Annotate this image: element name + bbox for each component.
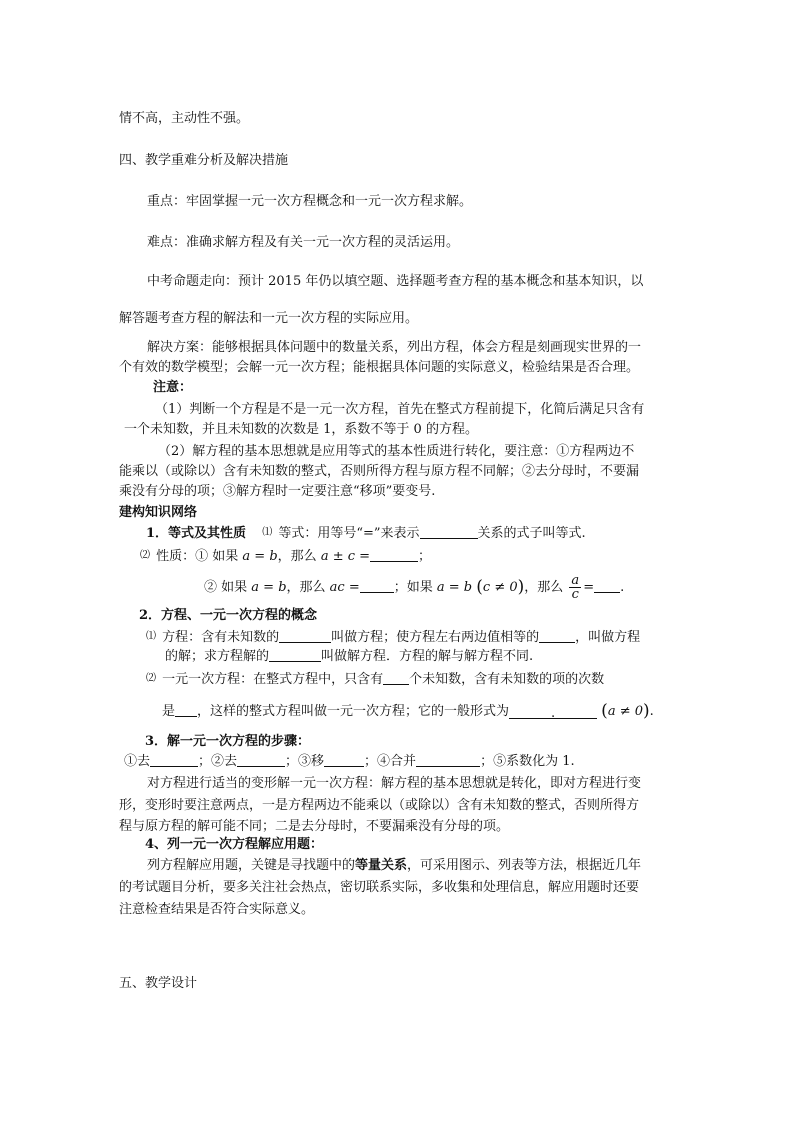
section-2-item-2-line-1	[146, 670, 604, 689]
equation-def-text: 等式：用等号“=”来表示	[278, 526, 420, 541]
property-text: ② 如果	[204, 580, 248, 595]
answer-blank[interactable]	[420, 525, 478, 539]
application-line-2: 的考试题目分析，要多关注社会热点，密切联系实际，多收集和处理信息，解应用题时还要	[119, 880, 640, 895]
property-text: ，那么	[524, 580, 564, 595]
text-line: 情不高，主动性不强。	[119, 111, 250, 126]
section-2-title: 2．方程、一元一次方程的概念	[139, 608, 318, 623]
answer-blank[interactable]	[370, 548, 418, 562]
answer-blank[interactable]	[175, 703, 197, 717]
answer-blank[interactable]	[279, 629, 331, 643]
section-3-steps	[124, 753, 575, 771]
solution-line-1: 解决方案：能够根据具体问题中的数量关系，列出方程，体会方程是刻画现实世界的一	[147, 340, 642, 355]
math-expr: a = b	[242, 549, 278, 564]
step-text: ；②去	[198, 754, 238, 769]
property-text: 性质：① 如果	[156, 549, 239, 564]
definition-text: 的解；求方程解的	[165, 649, 270, 664]
section-heading-4: 四、教学重难分析及解决措施	[119, 153, 289, 168]
math-expr: a = b	[436, 580, 473, 595]
math-expr: a = b	[251, 580, 287, 595]
note-1-line-2: 一个未知数，并且未知数的次数是 1，系数不等于 0 的方程。	[124, 422, 478, 437]
step-text: ①去	[124, 754, 151, 769]
answer-blank[interactable]	[383, 671, 409, 685]
section-1-title: 1．等式及其性质	[146, 526, 247, 541]
step-text: ；⑤系数化为 1.	[480, 754, 575, 769]
step-text: ；④合并	[364, 754, 417, 769]
note-1-line-1: （1）判断一个方程是不是一元一次方程，首先在整式方程前提下，化简后满足只含有	[155, 402, 645, 417]
answer-blank[interactable]	[594, 579, 620, 593]
item-number: ⑵	[140, 550, 150, 561]
item-number: ⑴	[146, 631, 156, 642]
definition-text: 叫做解方程．方程的解与解方程不同.	[321, 649, 534, 664]
item-number: ⑵	[146, 673, 156, 684]
section-2-item-2-line-2: 是 ，这样的整式方程叫做一元一次方程；它的一般形式为 . (a ≠ 0).	[162, 701, 654, 721]
note-2-line-2: 能乘以（或除以）含有未知数的整式，否则所得方程与原方程不同解；②去分母时，不要漏	[119, 464, 640, 479]
section-2-item-1-line-1	[146, 628, 640, 647]
answer-blank[interactable]	[416, 753, 480, 767]
exam-trend-line-1: 中考命题走向：预计 2015 年仍以填空题、选择题考查方程的基本概念和基本知识，以	[147, 274, 644, 289]
definition-text: 个未知数，含有未知数的项的次数	[409, 672, 605, 687]
section-3-title: 3．解一元一次方程的步骤：	[145, 734, 311, 749]
equation-def-text-end: 关系的式子叫等式.	[477, 526, 586, 541]
fraction	[569, 574, 581, 601]
section-heading-5: 五、教学设计	[119, 976, 198, 991]
definition-text: ，叫做方程	[575, 630, 641, 645]
math-condition: c ≠ 0	[482, 580, 518, 595]
answer-blank[interactable]	[509, 705, 597, 719]
answer-blank[interactable]	[150, 753, 198, 767]
knowledge-network-heading: 建构知识网络	[119, 505, 198, 520]
item-number: ⑴	[262, 527, 273, 538]
definition-text: ，这样的整式方程叫做一元一次方程；它的一般形式为	[197, 704, 510, 719]
definition-text: 一元一次方程：在整式方程中，只含有	[162, 672, 384, 687]
note-2-line-1: （2）解方程的基本思想就是应用等式的基本性质进行转化，要注意：①方程两边不	[158, 444, 635, 459]
note-label: 注意：	[153, 380, 193, 395]
property-1-row	[140, 547, 431, 566]
answer-blank[interactable]	[360, 579, 394, 593]
definition-text: 叫做方程；使方程左右两边值相等的	[331, 630, 540, 645]
key-term: 等量关系	[355, 858, 408, 873]
property-text: ；如果	[393, 580, 433, 595]
section-4-title: 4、列一元一次方程解应用题：	[145, 837, 324, 852]
step-text: ；③移	[285, 754, 325, 769]
difficult-point: 难点：准确求解方程及有关一元一次方程的灵活运用。	[147, 235, 460, 250]
application-text: 列方程解应用题，关键是寻找题中的	[147, 858, 356, 873]
property-2-row: ② 如果 a = b，那么 ac = ；如果 a = b (c ≠ 0)，那么 $\frac{a}{c}$ = .	[204, 573, 625, 602]
answer-blank[interactable]	[269, 648, 321, 662]
math-expr: ac =	[329, 580, 360, 595]
paragraph-line-1: 对方程进行适当的变形解一元一次方程：解方程的基本思想就是转化，即对方程进行变	[147, 776, 642, 791]
definition-text: 是	[162, 704, 176, 719]
fraction-numerator: a	[571, 573, 580, 588]
paragraph-line-3: 程与原方程的解可能不同；二是去分母时，不要漏乘没有分母的项。	[119, 819, 510, 834]
math-expr: =	[583, 580, 595, 595]
definition-text: .	[649, 704, 654, 719]
answer-blank[interactable]	[539, 629, 575, 643]
exam-trend-line-2: 解答题考查方程的解法和一元一次方程的实际应用。	[119, 311, 419, 326]
math-expr: a ± c =	[320, 549, 371, 564]
property-text: ；	[418, 549, 432, 564]
answer-blank[interactable]	[324, 753, 364, 767]
answer-blank[interactable]	[237, 753, 285, 767]
section-2-item-1-line-2	[165, 648, 533, 666]
property-text: ，那么	[277, 549, 317, 564]
application-text: ，可采用图示、列表等方法，根据近几年	[407, 858, 642, 873]
key-point: 重点：牢固掌握一元一次方程概念和一元一次方程求解。	[147, 194, 473, 209]
application-line-1	[147, 857, 641, 875]
application-line-3: 注意检查结果是否符合实际意义。	[119, 902, 315, 917]
section-1-row	[146, 524, 586, 543]
definition-text: 方程：含有未知数的	[162, 630, 280, 645]
math-condition: a ≠ 0	[607, 704, 643, 719]
property-text: ，那么	[286, 580, 326, 595]
note-2-line-3: 乘没有分母的项；③解方程时一定要注意“移项”要变号.	[119, 484, 436, 499]
solution-line-2: 个有效的数学模型；会解一元一次方程；能根据具体问题的实际意义，检验结果是否合理。	[119, 360, 640, 375]
paragraph-line-2: 形，变形时要注意两点，一是方程两边不能乘以（或除以）含有未知数的整式，否则所得方	[119, 798, 640, 813]
fraction-denominator: c	[571, 587, 579, 602]
blank-dot: .	[550, 706, 556, 721]
